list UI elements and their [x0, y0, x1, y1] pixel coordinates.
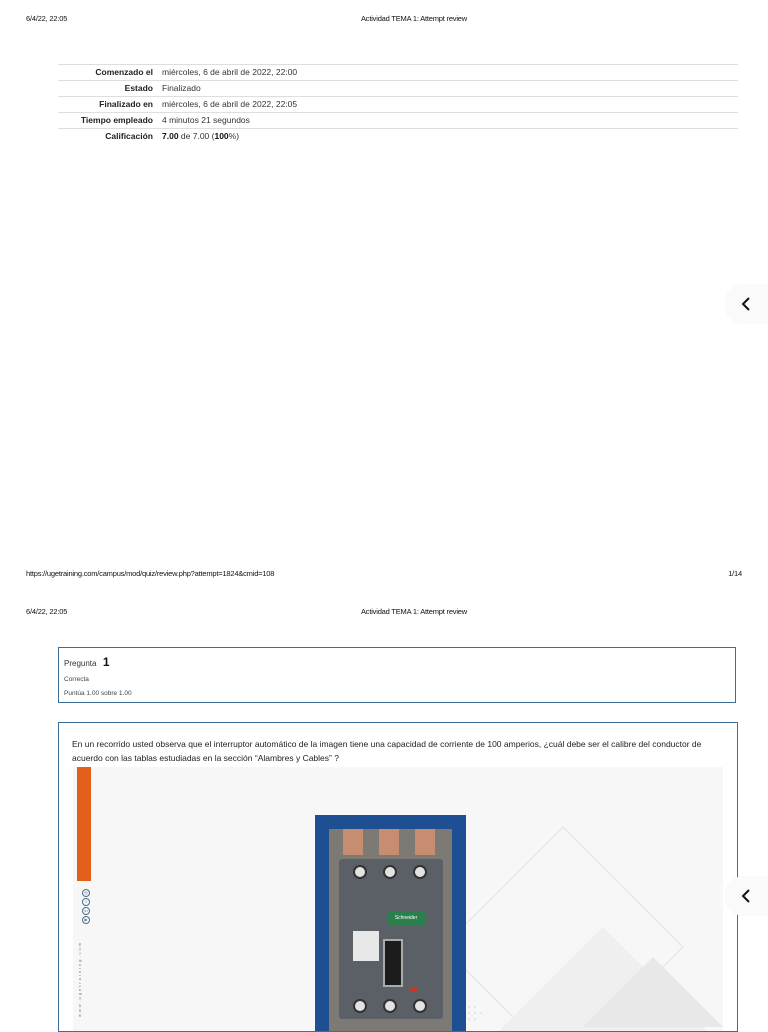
- brand-label: [387, 911, 425, 925]
- print-url[interactable]: https://ugetraining.com/campus/mod/quiz/review.php?attempt=1824&cmid=108: [26, 569, 275, 578]
- social-icons: [82, 889, 90, 925]
- facebook-icon: f: [82, 898, 90, 906]
- print-date: 6/4/22, 22:05: [26, 14, 68, 23]
- summary-value: 4 minutos 21 segundos: [162, 115, 250, 125]
- question-image: [73, 767, 723, 1032]
- chevron-left-icon: [739, 297, 753, 311]
- question-info-box: [58, 647, 736, 703]
- red-indicator: [409, 987, 417, 992]
- youtube-icon: ▶: [82, 916, 90, 924]
- grade-value: [158, 129, 738, 145]
- drawer-toggle-button[interactable]: [724, 284, 768, 324]
- summary-label: Calificación: [105, 131, 153, 141]
- breaker-photo: [329, 829, 452, 1032]
- linkedin-icon: in: [82, 907, 90, 915]
- summary-row-finished: [58, 97, 738, 113]
- print-title: Actividad TEMA 1: Attempt review: [360, 607, 467, 616]
- question-state: Correcta: [64, 676, 89, 683]
- terminal: [383, 865, 397, 879]
- question-number: 1: [102, 655, 110, 669]
- summary-label: Comenzado el: [95, 67, 153, 77]
- brand-name: Schneider: [394, 915, 418, 921]
- print-title: Actividad TEMA 1: Attempt review: [360, 14, 467, 23]
- grade-score: 7.00: [162, 131, 179, 141]
- breaker-handle: [383, 939, 403, 987]
- terminal: [353, 865, 367, 879]
- question-number-line: [64, 653, 730, 671]
- question-mark: Puntúa 1.00 sobre 1.00: [64, 690, 132, 697]
- print-date: 6/4/22, 22:05: [26, 607, 68, 616]
- summary-row-time: [58, 113, 738, 129]
- summary-label: Finalizado en: [99, 99, 153, 109]
- summary-value: miércoles, 6 de abril de 2022, 22:00: [162, 67, 298, 77]
- question-content-box: [58, 722, 738, 1032]
- chevron-left-icon: [739, 889, 753, 903]
- grade-close: %): [228, 131, 240, 141]
- instagram-icon: ◎: [82, 889, 90, 897]
- drawer-toggle-button[interactable]: [724, 876, 768, 916]
- terminal: [413, 865, 427, 879]
- summary-label: Estado: [124, 83, 153, 93]
- copper-bar: [415, 829, 435, 855]
- orange-bar: [77, 767, 91, 881]
- rating-label: [353, 931, 379, 961]
- question-label: Pregunta: [64, 659, 97, 668]
- grade-of-text: de 7.00 (: [178, 131, 215, 141]
- summary-value: miércoles, 6 de abril de 2022, 22:05: [162, 99, 298, 109]
- image-watermark: www.ugetraining.com: [77, 940, 82, 1017]
- summary-label: Tiempo empleado: [80, 115, 153, 125]
- grade-percent: 100: [214, 131, 229, 141]
- page-number: 1/14: [728, 569, 742, 578]
- terminal: [383, 999, 397, 1013]
- summary-row-grade: [58, 129, 738, 145]
- breaker-photo-frame: [315, 815, 466, 1032]
- circuit-breaker: [339, 859, 443, 1019]
- summary-value: Finalizado: [162, 83, 201, 93]
- question-text: En un recorrido usted observa que el interruptor automático de la imagen tiene una capacidad de corriente de 100 amperios, ¿cuál debe ser el calibre del conductor de acuerdo con las tablas estudiadas en la sección “Alambres y Cables” ?: [72, 739, 702, 763]
- copper-bar: [343, 829, 363, 855]
- background-decoration: [453, 807, 723, 1032]
- summary-row-state: [58, 81, 738, 97]
- summary-row-started: [58, 65, 738, 81]
- copper-bar: [379, 829, 399, 855]
- terminal: [353, 999, 367, 1013]
- attempt-summary-table: [58, 64, 738, 144]
- terminal: [413, 999, 427, 1013]
